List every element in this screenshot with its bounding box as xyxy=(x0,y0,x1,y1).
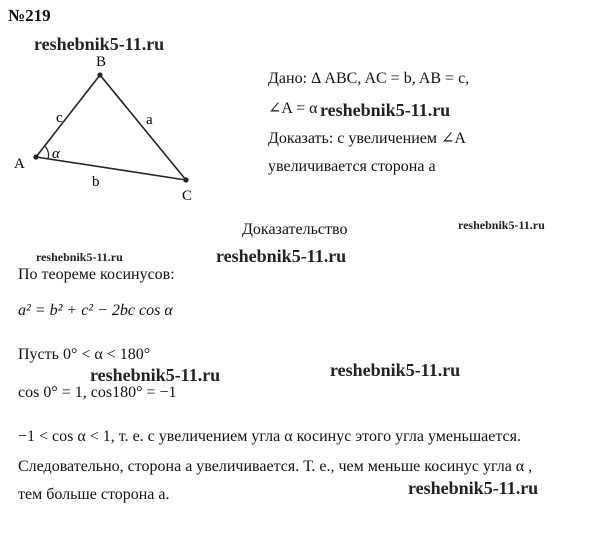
vertex-a-label: A xyxy=(14,156,25,172)
cosine-formula: a² = b² + c² − 2bc cos α xyxy=(18,302,173,319)
cos-values: cos 0° = 1, cos180° = −1 xyxy=(18,384,177,401)
watermark: reshebnik5-11.ru xyxy=(320,100,451,120)
given-line-1: Дано: Δ ABC, AC = b, AB = c, xyxy=(268,70,470,87)
watermark: reshebnik5-11.ru xyxy=(330,360,461,380)
proof-title: Доказательство xyxy=(242,221,348,238)
problem-number: №219 xyxy=(8,6,51,25)
watermark: reshebnik5-11.ru xyxy=(34,34,165,54)
side-b-label: b xyxy=(92,174,100,190)
cosine-theorem-text: По теореме косинусов: xyxy=(18,266,175,283)
given-line-4: увеличивается сторона a xyxy=(268,158,436,175)
side-a-label: a xyxy=(146,112,153,128)
vertex-c-dot xyxy=(183,177,188,182)
given-line-2: ∠A = α xyxy=(268,100,318,117)
side-c-label: c xyxy=(56,110,63,126)
vertex-b-label: B xyxy=(96,54,107,70)
given-line-3: Доказать: с увеличением ∠A xyxy=(268,130,466,147)
angle-label: α xyxy=(52,146,60,162)
range-text: Пусть 0° < α < 180° xyxy=(18,346,151,363)
watermark: reshebnik5-11.ru xyxy=(36,250,123,264)
watermark: reshebnik5-11.ru xyxy=(216,246,347,266)
watermark: reshebnik5-11.ru xyxy=(458,218,545,232)
conclusion-line-3: тем больше сторона a. xyxy=(18,486,170,503)
watermark: reshebnik5-11.ru xyxy=(90,365,221,385)
side-ab xyxy=(36,75,100,157)
vertex-a-dot xyxy=(33,154,38,159)
watermark: reshebnik5-11.ru xyxy=(408,478,539,498)
conclusion-line-2: Следовательно, сторона a увеличивается. Т. е., чем меньше косинус угла α , xyxy=(18,458,533,475)
vertex-c-label: C xyxy=(182,188,193,204)
vertex-b-dot xyxy=(97,72,102,77)
angle-arc xyxy=(45,146,49,159)
triangle-figure xyxy=(0,0,260,215)
side-bc xyxy=(100,75,186,180)
conclusion-line-1: −1 < cos α < 1, т. е. с увеличением угла α косинус этого угла уменьшается. xyxy=(18,428,521,445)
